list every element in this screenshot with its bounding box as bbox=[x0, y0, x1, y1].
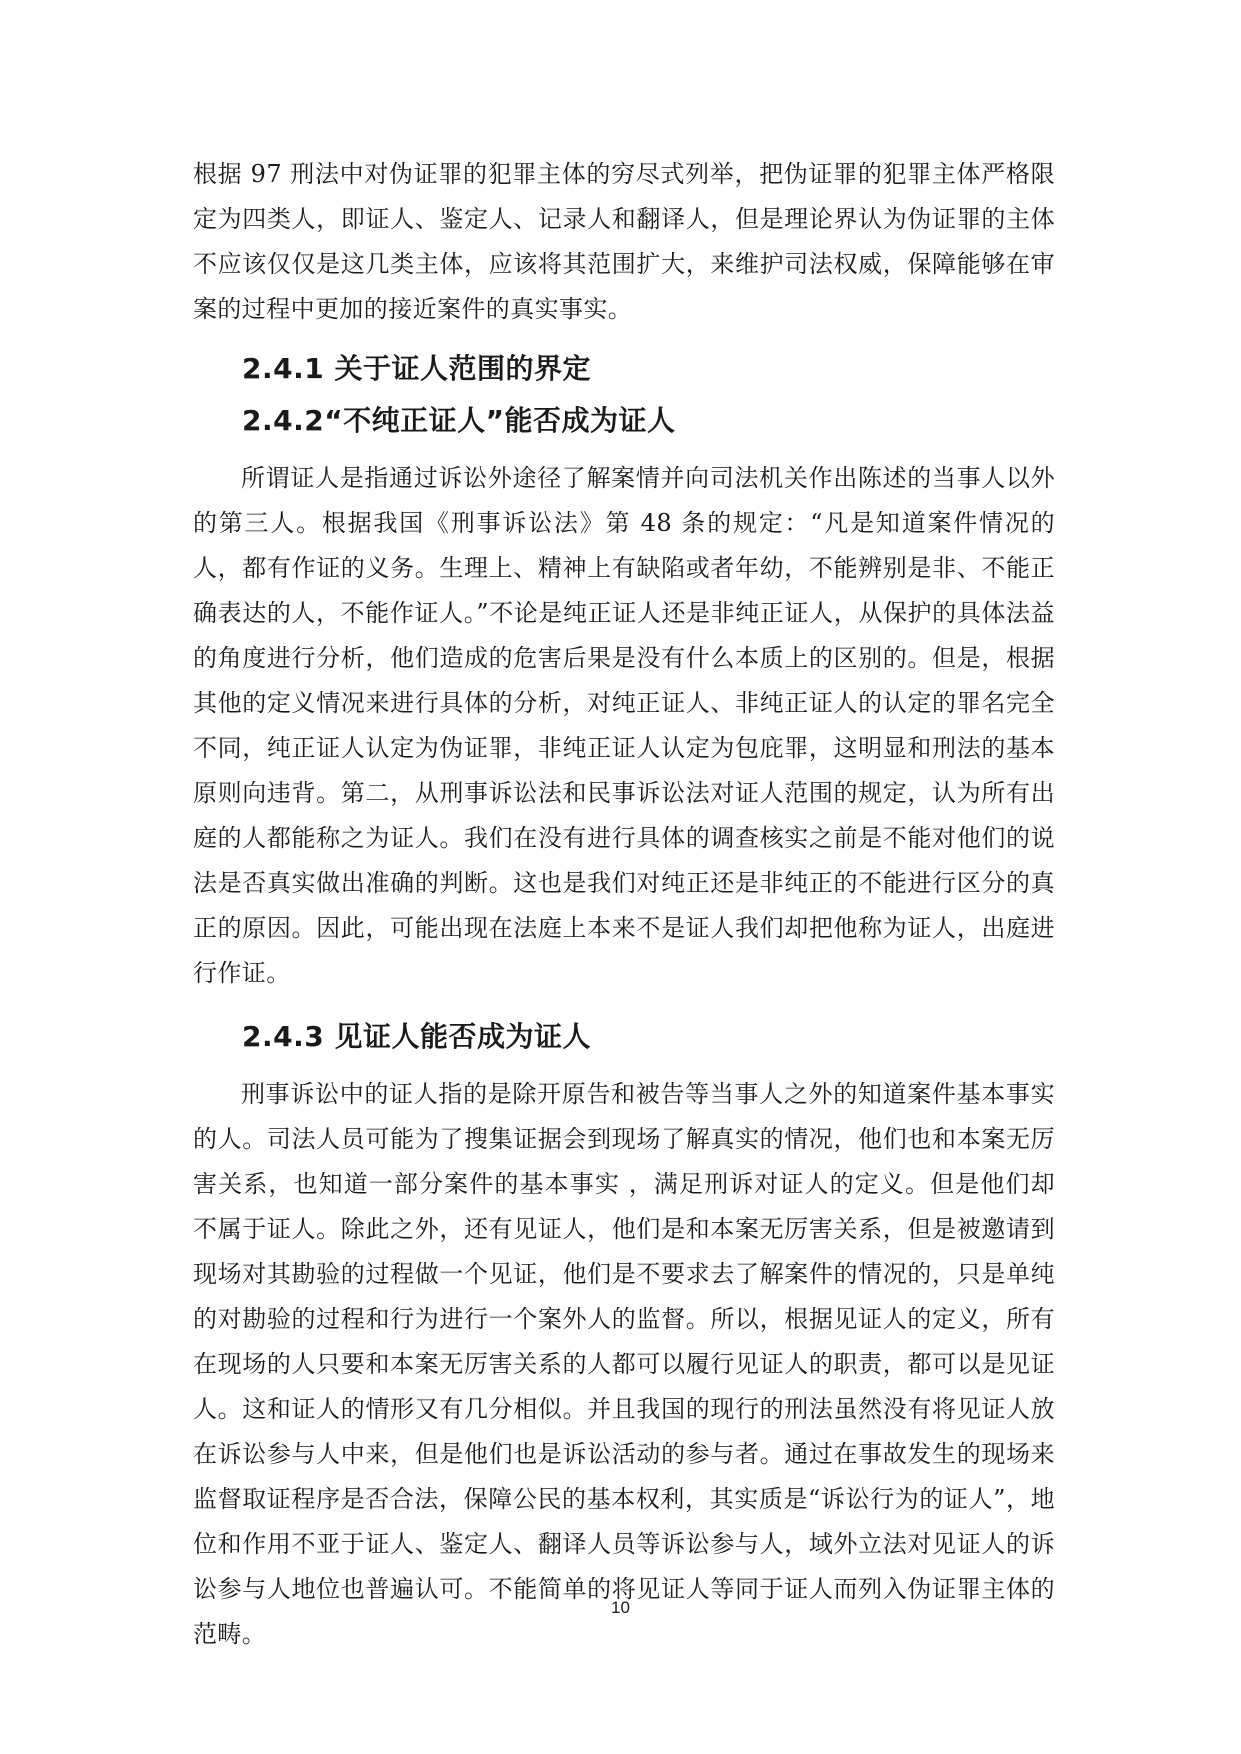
intro-paragraph: 根据 97 刑法中对伪证罪的犯罪主体的穷尽式列举，把伪证罪的犯罪主体严格限定为四类人，即证人、鉴定人、记录人和翻译人，但是理论界认为伪证罪的主体不应该仅仅是这几类主体，应该将其范围扩大，来维护司法权威，保障能够在审案的过程中更加的接近案件的真实事实。 bbox=[193, 160, 1055, 323]
section-2-4-2-paragraph: 所谓证人是指通过诉讼外途径了解案情并向司法机关作出陈述的当事人以外的第三人。根据我国《刑事诉讼法》第 48 条的规定：“凡是知道案件情况的人，都有作证的义务。生理上、精神上有缺陷或者年幼，不能辨别是非、不能正确表达的人，不能作证人。”不论是纯正证人还是非纯正证人，从保护的具体法益的角度进行分析，他们造成的危害后果是没有什么本质上的区别的。但是，根据其他的定义情况来进行具体的分析，对纯正证人、非纯正证人的认定的罪名完全不同，纯正证人认定为伪证罪，非纯正证人认定为包庇罪，这明显和刑法的基本原则向违背。第二，从刑事诉讼法和民事诉讼法对证人范围的规定，认为所有出庭的人都能称之为证人。我们在没有进行具体的调查核实之前是不能对他们的说法是否真实做出准确的判断。这也是我们对纯正还是非纯正的不能进行区分的真正的原因。因此，可能出现在法庭上本来不是证人我们却把他称为证人，出庭进行作证。 bbox=[193, 464, 1055, 987]
page-number: 10 bbox=[611, 1598, 630, 1617]
heading-2-4-1: 2.4.1 关于证人范围的界定 bbox=[242, 352, 591, 385]
heading-2-4-3: 2.4.3 见证人能否成为证人 bbox=[242, 1020, 591, 1053]
section-2-4-3-paragraph: 刑事诉讼中的证人指的是除开原告和被告等当事人之外的知道案件基本事实的人。司法人员可能为了搜集证据会到现场了解真实的情况，他们也和本案无厉害关系，也知道一部分案件的基本事实 ，满足刑诉对证人的定义。但是他们却不属于证人。除此之外，还有见证人，他们是和本案无厉害关系，但是被邀请到现场对其勘验的过程做一个见证，他们是不要求去了解案件的情况的，只是单纯的对勘验的过程和行为进行一个案外人的监督。所以，根据见证人的定义，所有在现场的人只要和本案无厉害关系的人都可以履行见证人的职责，都可以是见证人。这和证人的情形又有几分相似。并且我国的现行的刑法虽然没有将见证人放在诉讼参与人中来，但是他们也是诉讼活动的参与者。通过在事故发生的现场来监督取证程序是否合法，保障公民的基本权利，其实质是“诉讼行为的证人”，地位和作用不亚于证人、鉴定人、翻译人员等诉讼参与人，域外立法对见证人的诉讼参与人地位也普遍认可。不能简单的将见证人等同于证人而列入伪证罪主体的范畴。 bbox=[193, 1080, 1055, 1648]
heading-2-4-2: 2.4.2“不纯正证人”能否成为证人 bbox=[242, 404, 676, 437]
page-content bbox=[193, 152, 1055, 1657]
